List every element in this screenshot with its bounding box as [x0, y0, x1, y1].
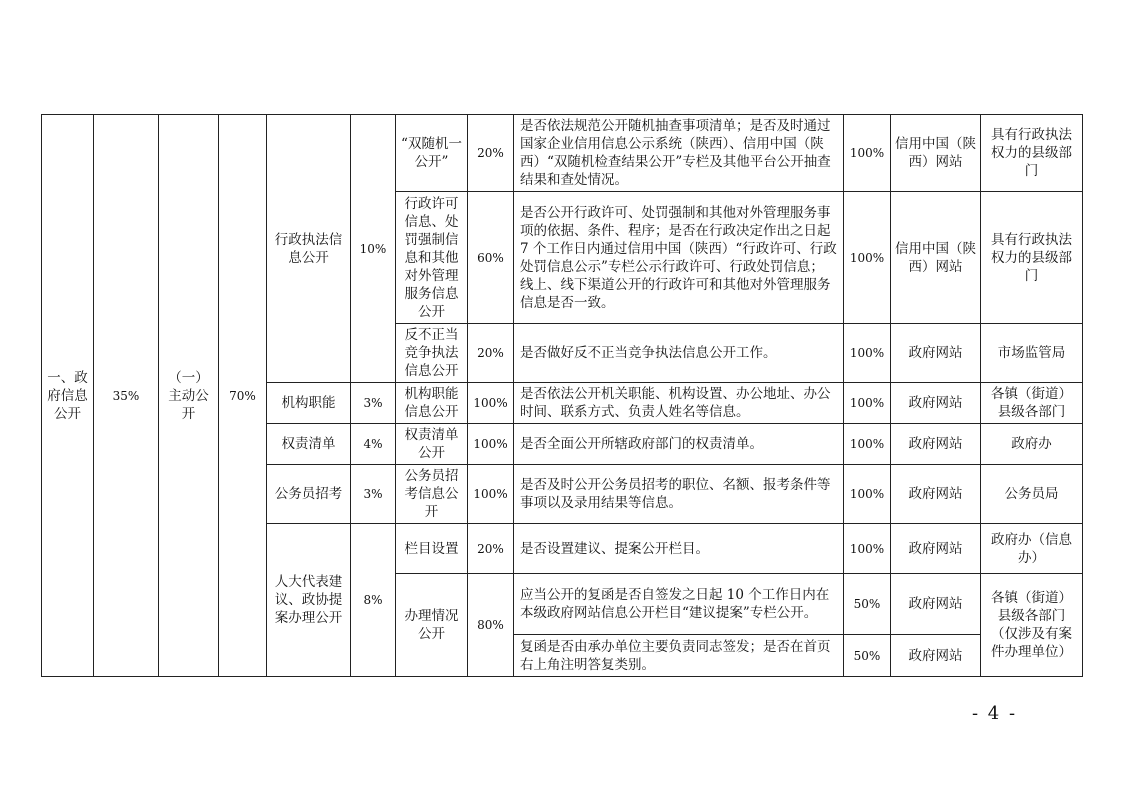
item-description: 是否做好反不正当竞争执法信息公开工作。 [514, 324, 844, 383]
item-score: 100% [844, 115, 891, 192]
item-name: 权责清单公开 [396, 424, 468, 465]
evaluation-table [41, 114, 1083, 677]
table-row [42, 115, 1083, 192]
level3-name: 公务员招考 [267, 465, 351, 524]
item-score: 100% [844, 524, 891, 574]
item-description: 是否设置建议、提案公开栏目。 [514, 524, 844, 574]
level1-name: 一、政府信息公开 [42, 115, 94, 677]
item-description: 是否公开行政许可、处罚强制和其他对外管理服务事项的依据、条件、程序；是否在行政决定作出之日起 7 个工作日内通过信用中国（陕西）“行政许可、行政处罚信息公示”专栏公示行政许可、行政处罚信息；线上、线下渠道公开的行政许可和其他对外管理服务信息是否一致。 [514, 192, 844, 324]
item-name: 栏目设置 [396, 524, 468, 574]
item-department: 公务员局 [981, 465, 1083, 524]
item-weight: 20% [468, 324, 514, 383]
item-name: 反不正当竞争执法信息公开 [396, 324, 468, 383]
item-score: 50% [844, 635, 891, 677]
item-description: 是否依法规范公开随机抽查事项清单；是否及时通过国家企业信用信息公示系统（陕西）、信用中国（陕西）“双随机检查结果公开”专栏及其他平台公开抽查结果和查处情况。 [514, 115, 844, 192]
item-channel: 政府网站 [891, 424, 981, 465]
level3-name: 机构职能 [267, 383, 351, 424]
page-number: - 4 - [972, 703, 1018, 724]
level2-name: （一）主动公开 [159, 115, 219, 677]
item-score: 100% [844, 192, 891, 324]
item-weight: 60% [468, 192, 514, 324]
item-department: 各镇（街道）县级各部门 [981, 383, 1083, 424]
item-name: 行政许可信息、处罚强制信息和其他对外管理服务信息公开 [396, 192, 468, 324]
item-description: 是否依法公开机关职能、机构设置、办公地址、办公时间、联系方式、负责人姓名等信息。 [514, 383, 844, 424]
item-name: 公务员招考信息公开 [396, 465, 468, 524]
item-name: “双随机一公开” [396, 115, 468, 192]
item-score: 100% [844, 424, 891, 465]
level3-weight: 4% [351, 424, 396, 465]
item-description: 是否全面公开所辖政府部门的权责清单。 [514, 424, 844, 465]
item-channel: 政府网站 [891, 635, 981, 677]
item-weight: 100% [468, 465, 514, 524]
level3-name: 权责清单 [267, 424, 351, 465]
item-department: 政府办 [981, 424, 1083, 465]
item-name: 机构职能信息公开 [396, 383, 468, 424]
item-score: 100% [844, 383, 891, 424]
item-department: 市场监管局 [981, 324, 1083, 383]
item-weight: 20% [468, 524, 514, 574]
item-channel: 信用中国（陕西）网站 [891, 115, 981, 192]
level2-weight: 70% [219, 115, 267, 677]
item-weight: 100% [468, 383, 514, 424]
level3-name: 人大代表建议、政协提案办理公开 [267, 524, 351, 677]
level3-weight: 8% [351, 524, 396, 677]
item-department: 具有行政执法权力的县级部门 [981, 115, 1083, 192]
item-weight: 20% [468, 115, 514, 192]
item-description: 应当公开的复函是否自签发之日起 10 个工作日内在本级政府网站信息公开栏目“建议提案”专栏公开。 [514, 574, 844, 635]
item-weight: 80% [468, 574, 514, 677]
item-weight: 100% [468, 424, 514, 465]
item-score: 50% [844, 574, 891, 635]
item-department: 政府办（信息办） [981, 524, 1083, 574]
level3-name: 行政执法信息公开 [267, 115, 351, 383]
item-channel: 政府网站 [891, 324, 981, 383]
item-score: 100% [844, 324, 891, 383]
item-channel: 政府网站 [891, 574, 981, 635]
level3-weight: 3% [351, 383, 396, 424]
level3-weight: 10% [351, 115, 396, 383]
level1-weight: 35% [94, 115, 159, 677]
item-department: 各镇（街道）县级各部门（仅涉及有案件办理单位） [981, 574, 1083, 677]
item-channel: 政府网站 [891, 383, 981, 424]
item-channel: 信用中国（陕西）网站 [891, 192, 981, 324]
item-score: 100% [844, 465, 891, 524]
level3-weight: 3% [351, 465, 396, 524]
item-description: 是否及时公开公务员招考的职位、名额、报考条件等事项以及录用结果等信息。 [514, 465, 844, 524]
item-name: 办理情况公开 [396, 574, 468, 677]
item-description: 复函是否由承办单位主要负责同志签发；是否在首页右上角注明答复类别。 [514, 635, 844, 677]
item-department: 具有行政执法权力的县级部门 [981, 192, 1083, 324]
item-channel: 政府网站 [891, 465, 981, 524]
item-channel: 政府网站 [891, 524, 981, 574]
